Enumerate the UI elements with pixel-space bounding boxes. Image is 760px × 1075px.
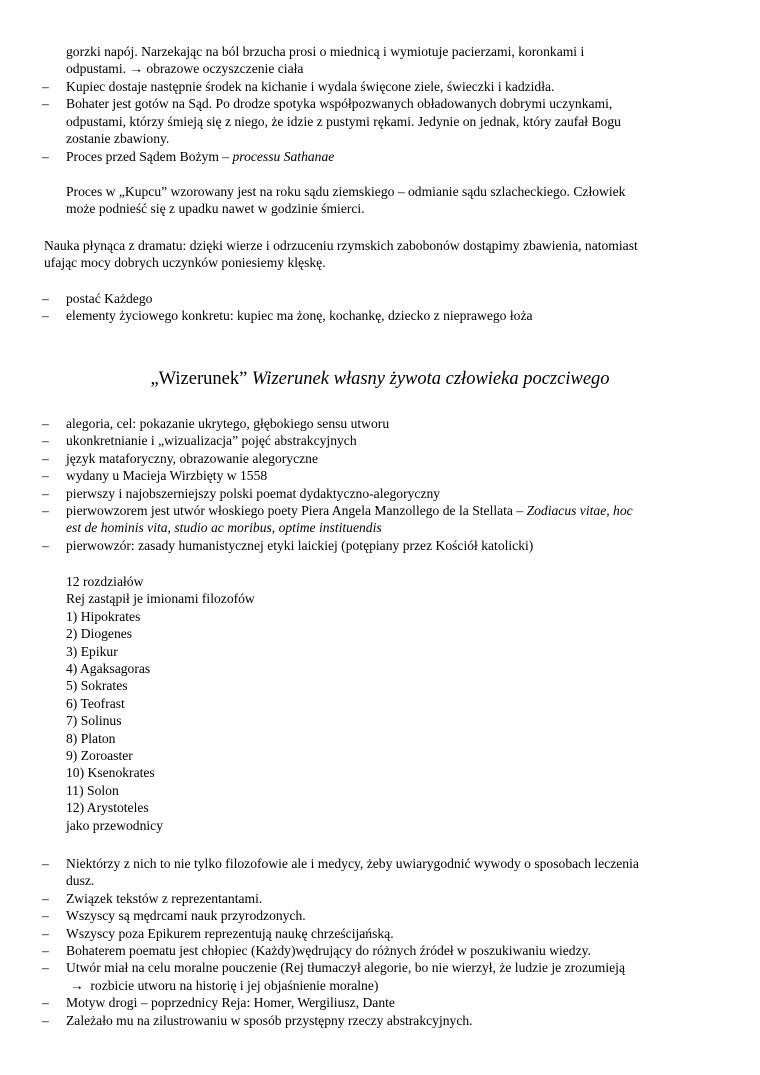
list-item-text: postać Każdego [66, 291, 153, 306]
dash-bullet: – [42, 1012, 49, 1028]
italic-term: processu Sathanae [232, 148, 335, 164]
list-item [0, 942, 760, 959]
chapter-item: 6) Teofrast [66, 695, 125, 711]
list-item [0, 95, 760, 147]
dash-bullet: – [42, 468, 49, 484]
list-item [0, 467, 760, 484]
list-item [0, 959, 760, 994]
dash-bullet: – [42, 908, 49, 924]
dash-bullet: – [42, 960, 49, 976]
dash-bullet: – [42, 537, 49, 553]
text-line: ufając mocy dobrych uczynków poniesiemy klęskę. [44, 255, 326, 271]
list-item-text: Związek tekstów z reprezentantami. [66, 890, 263, 906]
heading-italic: Wizerunek własny żywota człowieka poczciwego [251, 369, 610, 389]
text-span: rozbicie utworu na historię i jej objaśnienie moralne) [83, 977, 379, 993]
arrow-right-icon: → [129, 61, 144, 77]
list-item-text [66, 502, 720, 519]
dash-bullet: – [42, 416, 49, 431]
text-line: Nauka płynąca z dramatu: dzięki wierze i odrzuceniu rzymskich zabobonów dostąpimy zbawienia, natomiast [44, 238, 638, 253]
list-item [0, 907, 760, 924]
list-item [0, 855, 760, 890]
list-item-text: ukonkretnianie i „wizualizacja” pojęć abstrakcyjnych [66, 433, 357, 449]
text-line: Rej zastąpił je imionami filozofów [66, 591, 255, 607]
dash-bullet: – [42, 485, 49, 501]
chapter-item: 7) Solinus [66, 713, 122, 729]
list-item [0, 994, 760, 1011]
list-item [0, 415, 760, 432]
chapter-item: 4) Agaksagoras [66, 661, 151, 677]
list-item-text: pierwowzór: zasady humanistycznej etyki laickiej (potępiany przez Kościół katolicki) [66, 537, 534, 553]
section-heading [0, 367, 760, 391]
text-line: Proces w „Kupcu” wzorowany jest na roku sądu ziemskiego – odmianie sądu szlacheckiego. Człowiek [66, 184, 626, 199]
dash-bullet: – [42, 450, 49, 466]
dash-bullet: – [42, 148, 49, 164]
dash-bullet: – [42, 856, 49, 871]
list-item-text: Kupiec dostaje następnie środek na kichanie i wydala święcone ziele, świeczki i kadzidła. [66, 79, 555, 94]
list-item-text: Zależało mu na zilustrowaniu w sposób przystępny rzeczy abstrakcyjnych. [66, 1012, 473, 1028]
text-line: może podnieść się z upadku nawet w godzinie śmierci. [66, 201, 365, 217]
list-item-text: Motyw drogi – poprzednicy Reja: Homer, Wergiliusz, Dante [66, 995, 395, 1011]
bullet-list [0, 78, 760, 165]
list-item [0, 485, 760, 502]
italic-title: est de hominis vita, studio ac moribus, optime instituendis [66, 520, 382, 536]
chapter-item: 2) Diogenes [66, 626, 133, 642]
chapter-item: 12) Arystoteles [66, 800, 149, 816]
list-item-text: Bohater jest gotów na Sąd. Po drodze spotyka współpozwanych obładowanych dobrymi uczynkami, [66, 96, 613, 112]
list-item [0, 148, 760, 165]
italic-title: Zodiacus vitae, hoc [526, 503, 633, 519]
chapter-item: 8) Platon [66, 730, 116, 746]
list-item-text: Utwór miał na celu moralne pouczenie (Rej tłumaczył alegorie, bo nie wierzył, że ludzie je zrozumieją [66, 960, 625, 976]
list-item [0, 890, 760, 907]
list-item [0, 502, 760, 537]
dash-bullet: – [42, 96, 49, 112]
chapters-block [0, 573, 760, 834]
chapter-item: 5) Sokrates [66, 678, 128, 694]
chapter-item: 1) Hipokrates [66, 608, 141, 624]
bullet-list [0, 855, 760, 1029]
dash-bullet: – [42, 308, 49, 324]
list-item-text: wydany u Macieja Wirzbięty w 1558 [66, 468, 268, 484]
list-item-text: Wszyscy są mędrcami nauk przyrodzonych. [66, 908, 306, 924]
dash-bullet: – [42, 79, 49, 94]
list-item-text: Wszyscy poza Epikurem reprezentują naukę chrześcijańską. [66, 925, 394, 941]
dash-bullet: – [42, 890, 49, 906]
list-item [0, 1012, 760, 1029]
list-item-text: zostanie zbawiony. [66, 131, 170, 147]
list-item-text: pierwszy i najobszerniejszy polski poemat dydaktyczno-alegoryczny [66, 485, 441, 501]
process-paragraph [0, 183, 760, 218]
text-line [70, 977, 760, 994]
dash-bullet: – [42, 291, 49, 306]
text-line [66, 60, 720, 77]
chapter-item: 9) Zoroaster [66, 748, 133, 764]
lesson-paragraph [0, 237, 760, 272]
text-span: Proces przed Sądem Bożym – [66, 148, 233, 164]
heading-plain: „Wizerunek” [150, 369, 252, 389]
list-item-text: Niektórzy z nich to nie tylko filozofowie ale i medycy, żeby uwiarygodnić wywody o sposobach leczenia [66, 856, 639, 871]
list-item-text [66, 519, 720, 536]
text-span: obrazowe oczyszczenie ciała [143, 61, 304, 77]
dash-bullet: – [42, 503, 49, 519]
text-line: jako przewodnicy [66, 817, 164, 833]
arrow-right-icon: → [70, 977, 84, 993]
bullet-list [0, 290, 760, 325]
chapter-item: 3) Epikur [66, 643, 118, 659]
chapter-item: 10) Ksenokrates [66, 765, 155, 781]
dash-bullet: – [42, 433, 49, 449]
list-item-text [66, 148, 720, 165]
list-item [0, 925, 760, 942]
list-item-text: Bohaterem poematu jest chłopiec (Każdy)wędrujący do różnych źródeł w poszukiwaniu wiedzy. [66, 943, 591, 959]
list-item [0, 307, 760, 324]
continuation-block [0, 43, 760, 78]
list-item [0, 78, 760, 95]
list-item [0, 432, 760, 449]
dash-bullet: – [42, 925, 49, 941]
text-span: odpustami. [66, 61, 130, 77]
bullet-list [0, 415, 760, 554]
text-span: pierwowzorem jest utwór włoskiego poety Piera Angela Manzollego de la Stellata – [66, 503, 527, 519]
chapter-item: 11) Solon [66, 782, 119, 798]
dash-bullet: – [42, 995, 49, 1011]
list-item [0, 290, 760, 307]
list-item-text: alegoria, cel: pokazanie ukrytego, głębokiego sensu utworu [66, 416, 390, 431]
text-line: 12 rozdziałów [66, 574, 144, 589]
list-item [0, 450, 760, 467]
list-item [0, 537, 760, 554]
list-item-text: odpustami, którzy śmieją się z niego, że idzie z pustymi rękami. Jedynie on jednak, który zaufał Bogu [66, 113, 621, 129]
list-item-text: dusz. [66, 873, 95, 889]
list-item-text: język mataforyczny, obrazowanie alegoryczne [66, 450, 318, 466]
text-line: gorzki napój. Narzekając na ból brzucha prosi o miednicą i wymiotuje pacierzami, koronkami i [66, 44, 585, 59]
dash-bullet: – [42, 943, 49, 959]
list-item-text: elementy życiowego konkretu: kupiec ma żonę, kochankę, dziecko z nieprawego łoża [66, 308, 533, 324]
